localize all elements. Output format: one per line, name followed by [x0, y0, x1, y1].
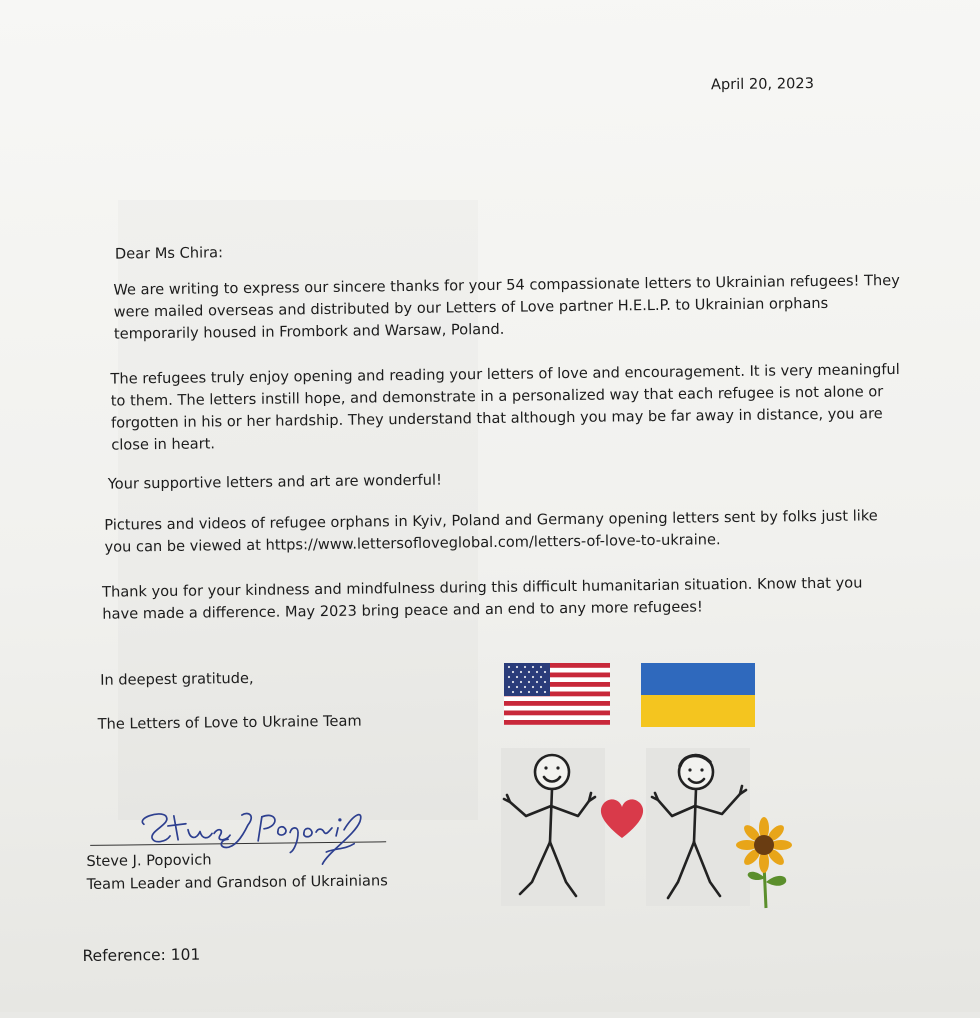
signer-name: Steve J. Popovich: [86, 851, 212, 870]
us-flag: [504, 663, 610, 725]
ukraine-flag-yellow-band: [641, 695, 755, 727]
ukraine-flag-blue-band: [641, 663, 755, 695]
ukraine-flag: [641, 663, 755, 727]
closing: In deepest gratitude,: [100, 669, 254, 689]
paragraph-praise: Your supportive letters and art are wonderful!: [107, 471, 442, 493]
paragraph-website: Pictures and videos of refugee orphans in Kyiv, Poland and Germany opening letters sent by folks just like you can be viewed at https://www.lettersofloveglobal.com/letters-of-love-to-ukraine.: [104, 507, 878, 556]
team-name: The Letters of Love to Ukraine Team: [97, 712, 362, 733]
stick-figure-left: [501, 748, 605, 906]
signature-script-text: Steve J Popovich: [239, 792, 248, 795]
signer-title: Team Leader and Grandson of Ukrainians: [86, 872, 388, 893]
heart-icon: [601, 799, 643, 838]
paragraph-impact: The refugees truly enjoy opening and reading your letters of love and encouragement. It is very meaningful to them. The letters instill hope, and demonstrate in a personalized way that each refugee is not alone or forgotten in his or her hardship. They understand that although you may be far away in distance, you are close in heart.: [110, 360, 900, 454]
salutation: Dear Ms Chira:: [114, 244, 224, 263]
stick-figure-right: [646, 748, 750, 906]
letter-date: April 20, 2023: [710, 75, 815, 94]
paragraph-thanks: We are writing to express our sincere thanks for your 54 compassionate letters to Ukrainian refugees! They were mailed overseas and distributed by our Letters of Love partner H.E.L.P. to Ukrainian orphans temporarily housed in Frombork and Warsaw, Poland.: [113, 271, 900, 343]
paragraph-closing-wish: Thank you for your kindness and mindfulness during this difficult humanitarian situation. Know that you have made a difference. May 2023 bring peace and an end to any more refugees!: [101, 574, 863, 623]
reference-number: Reference: 101: [82, 945, 201, 966]
